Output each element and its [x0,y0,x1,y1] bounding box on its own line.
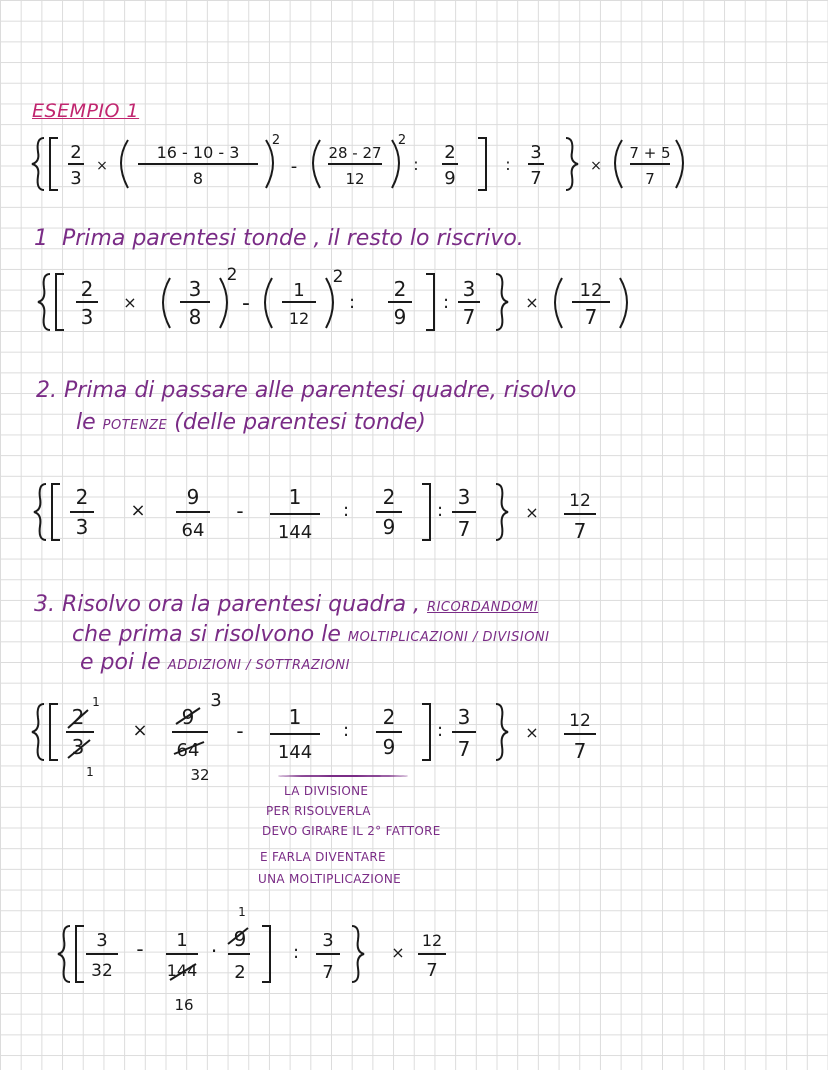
frac-num: 3 [457,485,471,509]
frac-den: 8 [192,169,204,188]
dot-sign: · [210,939,218,963]
frac-den: 3 [75,515,89,539]
frac-num: 1 [293,280,305,301]
step-3-text-3: e poi le [80,650,161,675]
times-sign: × [96,158,108,174]
step-3-caps-3: ADDIZIONI / SOTTRAZIONI [167,658,350,673]
exponent: 2 [271,133,281,148]
frac-num: 12 [569,711,591,731]
frac-num: 9 [233,927,247,951]
reduced-num: 3 [210,690,222,711]
note-line-1: LA DIVISIONE [284,784,369,798]
frac-den: 144 [166,961,198,980]
frac-den: 12 [288,309,310,328]
frac-den: 9 [444,168,456,189]
frac-den: 7 [584,305,598,329]
exponent: 2 [226,265,238,285]
times-sign: × [525,293,539,312]
frac-den: 64 [176,740,200,761]
frac-den: 64 [181,520,205,541]
frac-den: 144 [277,522,313,543]
step-2-caps: POTENZE [102,418,168,433]
note-line-2: PER RISOLVERLA [266,804,371,818]
frac-den: 7 [322,962,334,983]
step-2-text-2a: le [76,410,96,435]
reduced-num: 1 [92,695,100,709]
colon-sign: : [413,155,419,174]
step-3-line-3 [80,650,350,675]
frac-num: 3 [457,705,471,729]
expression-step-4 [56,900,516,1020]
frac-num: 2 [393,277,407,301]
frac-den: 7 [573,519,587,543]
frac-den: 9 [382,735,396,759]
frac-den: 7 [573,739,587,763]
frac-num: 9 [186,485,200,509]
step-2-line-2 [76,410,426,435]
minus-sign: - [236,499,244,523]
frac-den: 9 [382,515,396,539]
frac-num: 1 [288,705,302,729]
frac-den: 7 [645,170,655,188]
step-1-number: 1 [34,226,48,251]
expression-step-3 [28,688,628,798]
step-2-number: 2. [36,378,57,403]
frac-den: 3 [71,735,85,759]
times-sign: × [590,158,602,174]
colon-sign: : [342,720,350,741]
exponent: 2 [397,133,407,148]
minus-sign: - [290,156,298,177]
frac-den: 9 [393,305,407,329]
frac-num: 3 [96,930,108,951]
frac-den: 7 [530,168,542,189]
times-sign: × [130,500,146,521]
reduced-den: 32 [190,766,210,784]
frac-den: 8 [188,305,202,329]
note-line-5: UNA MOLTIPLICAZIONE [258,872,401,886]
colon-sign: : [348,292,356,313]
step-2-text-1: Prima di passare alle parentesi quadre, risolvo [64,378,577,403]
step-3-line-1 [34,592,538,617]
frac-den: 7 [457,737,471,761]
times-sign: × [123,293,137,312]
frac-den: 3 [80,305,94,329]
frac-num: 2 [382,705,396,729]
step-3-caps-1: RICORDANDOMI [427,600,539,615]
frac-num: 2 [382,485,396,509]
minus-sign: - [136,937,144,961]
colon-sign: : [442,292,450,313]
minus-sign: - [242,291,250,316]
times-sign: × [525,723,539,742]
frac-den: 7 [457,517,471,541]
step-3-text-2: che prima si risolvono le [72,622,341,647]
frac-num: 12 [421,931,443,950]
colon-sign: : [436,720,444,741]
reduced-num: 1 [238,905,246,919]
frac-den: 32 [91,961,113,981]
expression-step-2 [30,470,630,560]
frac-num: 1 [176,930,188,951]
colon-sign: : [292,942,300,963]
step-3-number: 3. [34,592,55,617]
frac-num: 2 [80,277,94,301]
frac-num: 16 - 10 - 3 [156,143,240,162]
step-3-caps-2: MOLTIPLICAZIONI / DIVISIONI [347,630,550,645]
frac-num: 1 [288,485,302,509]
frac-den: 7 [426,960,438,981]
frac-num: 3 [322,930,334,951]
frac-num: 3 [188,277,202,301]
colon-sign: : [342,500,350,521]
times-sign: × [391,943,405,962]
frac-den: 7 [462,305,476,329]
expression-original [30,130,730,200]
frac-num: 9 [181,705,195,729]
step-1-text [34,226,524,251]
times-sign: × [132,720,148,741]
frac-num: 28 - 27 [328,144,382,162]
reduced-den: 16 [174,996,194,1014]
frac-num: 3 [462,277,476,301]
frac-num: 2 [71,705,85,729]
colon-sign: : [436,500,444,521]
colon-sign: : [505,155,511,174]
step-2-text-2b: (delle parentesi tonde) [174,410,426,435]
frac-den: 2 [234,962,246,983]
frac-num: 2 [70,142,82,163]
frac-num: 2 [75,485,89,509]
expression-step-1 [36,264,656,344]
times-sign: × [525,503,539,522]
frac-den: 144 [277,742,313,763]
frac-den: 12 [345,170,365,188]
frac-den: 3 [70,168,82,189]
note-line-4: E FARLA DIVENTARE [260,850,386,864]
reduced-den: 1 [86,765,94,779]
frac-num: 7 + 5 [629,144,671,162]
step-2-line-1 [36,378,576,403]
step-3-line-2 [72,622,549,647]
frac-num: 3 [530,142,542,163]
frac-num: 2 [444,142,456,163]
step-3-text-1: Risolvo ora la parentesi quadra , [62,592,421,617]
frac-num: 12 [569,491,591,511]
frac-num: 12 [579,280,603,301]
note-underline [278,775,408,777]
minus-sign: - [236,719,244,743]
page-title: ESEMPIO 1 [32,100,140,122]
exponent: 2 [332,267,344,287]
note-line-3: DEVO GIRARE IL 2° FATTORE [262,824,441,838]
step-1-description: Prima parentesi tonde , il resto lo riscrivo. [62,226,524,251]
